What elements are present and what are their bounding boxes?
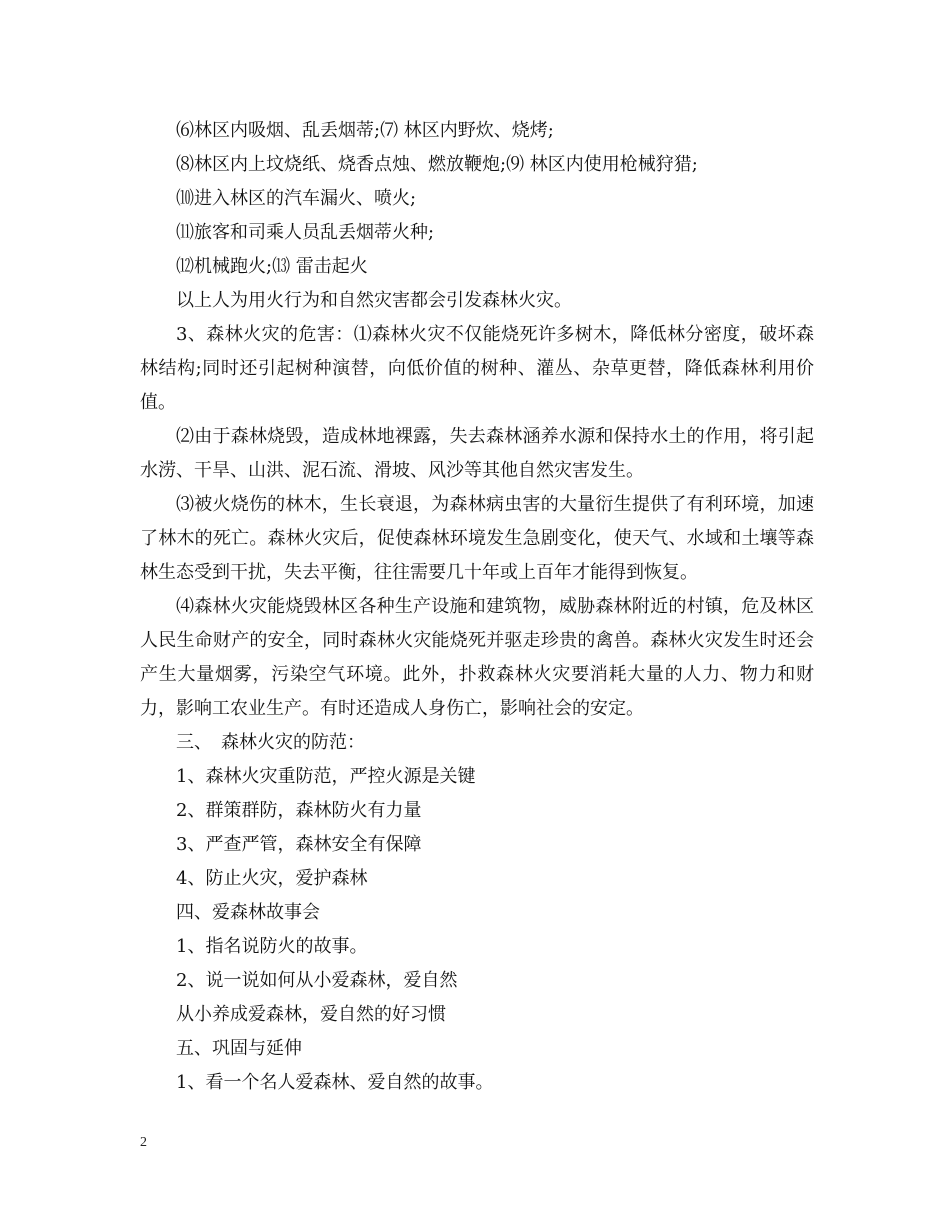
list-item: 4、防止火灾，爱护森林: [176, 868, 368, 889]
paragraph: 从小养成爱森林，爱自然的好习惯: [176, 1004, 446, 1025]
list-item: 3、严查严管，森林安全有保障: [176, 834, 422, 855]
paragraph: ⑻林区内上坟烧纸、烧香点烛、燃放鞭炮;⑼ 林区内使用枪械狩猎;: [176, 154, 698, 175]
paragraph: ⑿机械跑火;⒀ 雷击起火: [176, 256, 368, 277]
section-heading: 五、巩固与延伸: [176, 1038, 302, 1059]
paragraph: 以上人为用火行为和自然灾害都会引发森林火灾。: [176, 290, 572, 311]
list-item: 2、群策群防，森林防火有力量: [176, 800, 422, 821]
section-heading: 三、 森林火灾的防范：: [176, 732, 365, 753]
paragraph: ⑽进入林区的汽车漏火、喷火;: [176, 188, 417, 209]
page-number: 2: [140, 1135, 147, 1150]
paragraph: ⑵由于森林烧毁，造成林地裸露，失去森林涵养水源和保持水土的作用，将引起水涝、干旱、山洪、泥石流、滑坡、风沙等其他自然灾害发生。: [140, 426, 814, 481]
list-item: 1、指名说防火的故事。: [176, 936, 368, 957]
section-heading: 四、爱森林故事会: [176, 902, 320, 923]
paragraph: ⑹林区内吸烟、乱丢烟蒂;⑺ 林区内野炊、烧烤;: [176, 120, 554, 141]
paragraph: ⑶被火烧伤的林木，生长衰退，为森林病虫害的大量衍生提供了有利环境，加速了林木的死亡。森林火灾后，促使森林环境发生急剧变化，使天气、水域和土壤等森林生态受到干扰，失去平衡，往往需要几十年或上百年才能得到恢复。: [140, 494, 814, 583]
paragraph: ⑾旅客和司乘人员乱丢烟蒂火种;: [176, 222, 435, 243]
list-item: 1、森林火灾重防范，严控火源是关键: [176, 766, 476, 787]
paragraph: 3、森林火灾的危害：⑴森林火灾不仅能烧死许多树木，降低林分密度，破坏森林结构;同时还引起树种演替，向低价值的树种、灌丛、杂草更替，降低森林利用价值。: [140, 324, 814, 413]
list-item: 2、说一说如何从小爱森林，爱自然: [176, 970, 458, 991]
paragraph: ⑷森林火灾能烧毁林区各种生产设施和建筑物，威胁森林附近的村镇，危及林区人民生命财产的安全，同时森林火灾能烧死并驱走珍贵的禽兽。森林火灾发生时还会产生大量烟雾，污染空气环境。此外，扑救森林火灾要消耗大量的人力、物力和财力，影响工农业生产。有时还造成人身伤亡，影响社会的安定。: [140, 596, 814, 719]
list-item: 1、看一个名人爱森林、爱自然的故事。: [176, 1072, 494, 1093]
document-body: [140, 114, 814, 1100]
